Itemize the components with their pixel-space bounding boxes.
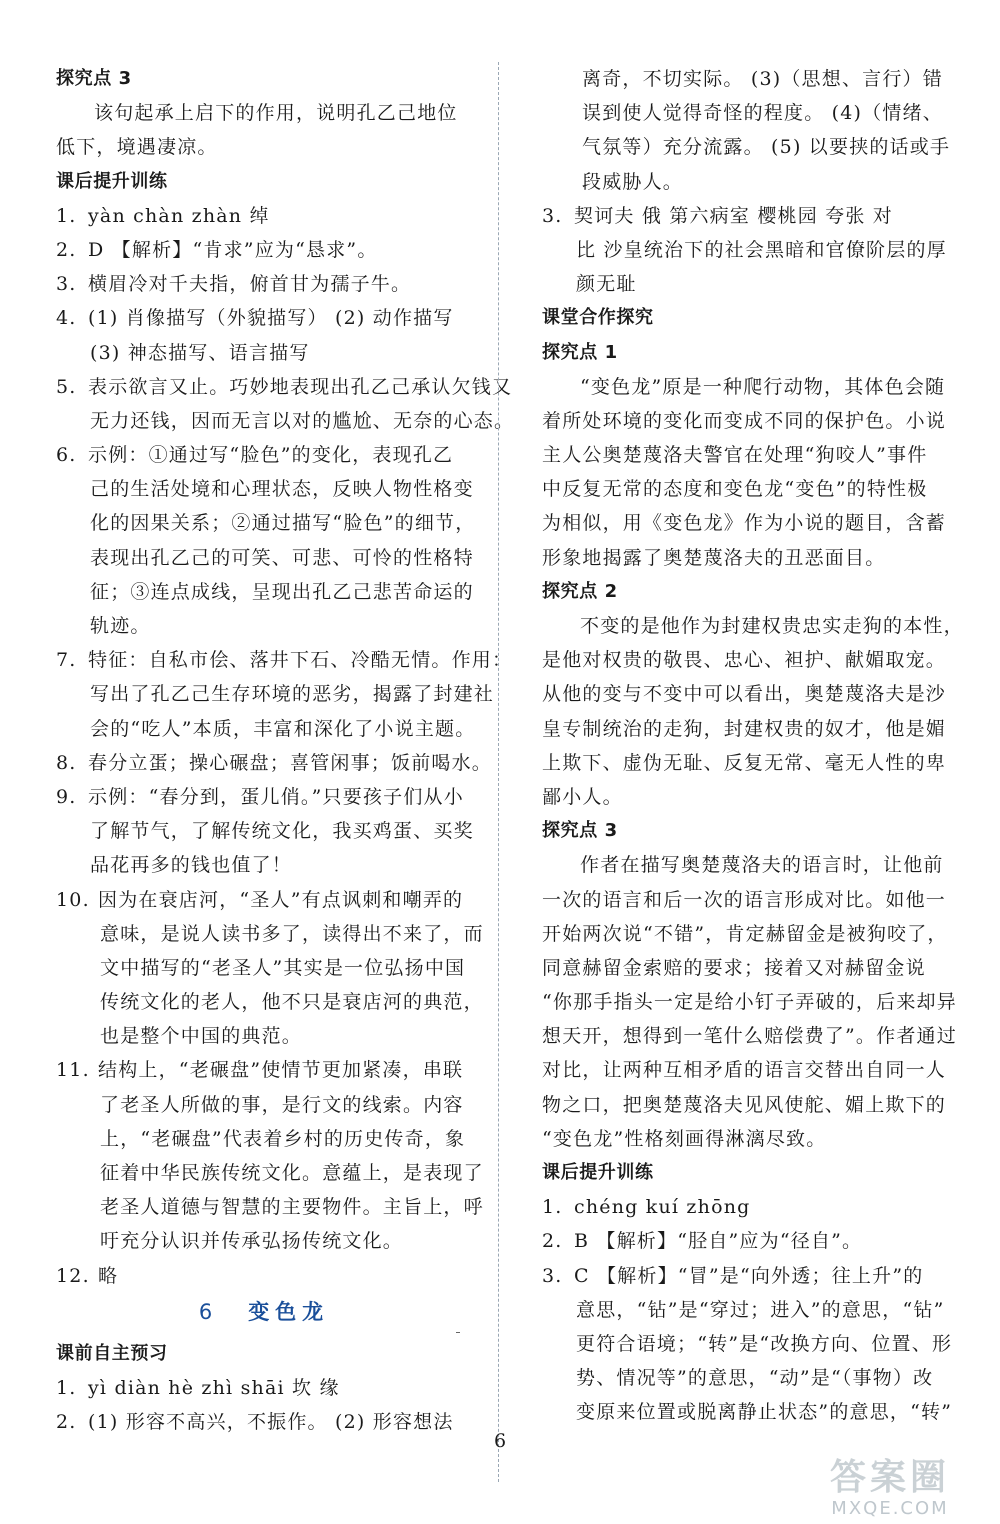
lesson-rule (456, 1332, 460, 1333)
text-line (56, 267, 472, 301)
watermark-url: MXQE.COM (831, 1498, 949, 1519)
text-line: 上，“老碾盘”代表着乡村的历史传奇，象 (100, 1127, 466, 1150)
item-text: 横眉冷对千夫指，俯首甘为孺子牛。 (88, 273, 412, 296)
section-heading: 探究点 1 (542, 341, 618, 363)
text-line: 势、情况等”的意思，“动”是“（事物）改 (576, 1367, 934, 1390)
item-number: 9. (56, 785, 77, 808)
text-line: 颜无耻 (576, 273, 637, 296)
text-line: 想天开，想得到一笔什么赔偿费了”。作者通过 (542, 1025, 957, 1048)
text-line: 主人公奥楚蔑洛夫警官在处理“狗咬人”事件 (542, 444, 928, 467)
text-line: 也是整个中国的典范。 (100, 1025, 303, 1048)
left-column (56, 62, 515, 1439)
text-line: 一次的语言和后一次的语言形成对比。如他一 (542, 888, 947, 911)
text-line (56, 643, 513, 677)
text-line: 从他的变与不变中可以看出，奥楚蔑洛夫是沙 (542, 683, 947, 706)
text-line: “变色龙”原是一种爬行动物，其体色会随 (580, 375, 946, 398)
text-line: 为相似，用《变色龙》作为小说的题目，含蓄 (542, 512, 947, 535)
lesson-name: 变色龙 (248, 1299, 330, 1324)
text-line: 物之口，把奥楚蔑洛夫见风使舵、媚上欺下的 (542, 1093, 947, 1116)
text-line: 同意赫留金索赔的要求；接着又对赫留金说 (542, 956, 926, 979)
text-line: 无力还钱，因而无言以对的尴尬、无奈的心态。 (90, 409, 515, 432)
text-line: 上欺下、虚伪无耻、反复无常、毫无人性的卑 (542, 751, 947, 774)
item-number: 3. (56, 273, 77, 296)
text-line: 作者在描写奥楚蔑洛夫的语言时，让他前 (580, 854, 944, 877)
text-line (56, 1259, 472, 1293)
watermark-logo (790, 1458, 990, 1524)
text-line: 不变的是他作为封建权贵忠实走狗的本性， (580, 615, 964, 637)
watermark-title: 答案圈 (829, 1457, 950, 1498)
item-number: 8. (56, 751, 77, 774)
text-line: 离奇，不切实际。 (3)（思想、言行）错 (582, 68, 943, 90)
right-column (542, 62, 964, 1430)
text-line: 品花再多的钱也值了！ (90, 854, 293, 877)
text-line: 征着中华民族传统文化。意蕴上，是表现了 (100, 1162, 484, 1184)
text-line: 鄙小人。 (542, 785, 623, 808)
text-line: 传统文化的老人，他不只是衰店河的典范， (100, 991, 484, 1014)
text-line: 开始两次说“不错”，肯定赫留金是被狗咬了， (542, 922, 948, 945)
text-line (56, 746, 493, 780)
text-line: “变色龙”性格刻画得淋漓尽致。 (542, 1127, 827, 1150)
text-line: 己的生活处境和心理状态，反映人物性格变 (90, 478, 474, 501)
text-line (56, 301, 472, 335)
text-line (56, 438, 472, 472)
item-text: yì diàn hè zhì shāi 坎 缘 (88, 1376, 340, 1399)
text-line (56, 1371, 472, 1405)
text-line: 对比，让两种互相矛盾的语言交替出自同一人 (542, 1059, 947, 1082)
item-number: 2. (542, 1230, 563, 1253)
text-line: 误到使人觉得奇怪的程度。 (4)（情绪、 (582, 102, 943, 125)
item-text: 因为在衰店河，“圣人”有点讽刺和嘲弄的 (98, 888, 464, 911)
section-heading: 课后提升训练 (542, 1162, 654, 1183)
item-text: 春分立蛋；操心碾盘；喜管闲事；饭前喝水。 (88, 751, 493, 774)
item-text: (1) 形容不高兴，不振作。 (2) 形容想法 (88, 1411, 454, 1434)
item-text: 特征：自私市侩、落井下石、冷酷无情。作用： (88, 649, 513, 672)
text-line: 老圣人道德与智慧的主要物件。主旨上，呼 (100, 1196, 484, 1219)
item-number: 4. (56, 307, 77, 330)
item-text: 结构上，“老碾盘”使情节更加紧凑，串联 (98, 1059, 464, 1082)
item-number: 10. (56, 888, 90, 911)
item-number: 11. (56, 1059, 90, 1082)
item-number: 12. (56, 1264, 90, 1287)
item-text: yàn chàn zhàn 绰 (88, 204, 270, 227)
text-line (542, 1224, 954, 1258)
text-line: 表现出孔乙己的可笑、可悲、可怜的性格特 (90, 546, 474, 569)
text-line (56, 199, 472, 233)
item-number: 1. (56, 1376, 77, 1399)
text-line: 比 沙皇统治下的社会黑暗和官僚阶层的厚 (576, 238, 947, 261)
item-number: 6. (56, 444, 77, 467)
text-line: 文中描写的“老圣人”其实是一位弘扬中国 (100, 956, 466, 979)
item-text: C 【解析】“冒”是“向外透；往上升”的 (574, 1264, 924, 1287)
item-text: D 【解析】“肯求”应为“恳求”。 (88, 238, 378, 261)
lesson-title (56, 1293, 472, 1337)
text-line: 轨迹。 (90, 615, 151, 637)
text-line: 着所处环境的变化而变成不同的保护色。小说 (542, 409, 947, 432)
text-line: 意思，“钻”是“穿过；进入”的意思，“钻” (576, 1298, 945, 1321)
column-divider (498, 62, 499, 1482)
item-text: 表示欲言又止。巧妙地表现出孔乙己承认欠钱又 (88, 375, 513, 398)
section-heading: 探究点 2 (542, 580, 618, 602)
item-number: 3. (542, 204, 563, 227)
page-number: 6 (493, 1430, 507, 1452)
item-number: 7. (56, 649, 77, 672)
text-line: 皇专制统治的走狗，封建权贵的奴才，他是媚 (542, 717, 947, 740)
text-line: 气氛等）充分流露。 (5) 以要挟的话或手 (582, 136, 951, 159)
item-number: 2. (56, 1411, 77, 1434)
item-number: 3. (542, 1264, 563, 1287)
item-text: (1) 肖像描写（外貌描写） (2) 动作描写 (88, 307, 454, 330)
text-line: 征；③连点成线，呈现出孔乙己悲苦命运的 (90, 580, 474, 603)
text-line: 变原来位置或脱离静止状态”的意思，“转” (576, 1401, 953, 1424)
text-line (542, 1190, 954, 1224)
text-line: 形象地揭露了奥楚蔑洛夫的丑恶面目。 (542, 546, 886, 569)
text-line: 该句起承上启下的作用，说明孔乙己地位 (94, 102, 458, 125)
text-line: 是他对权贵的敬畏、忠心、袒护、献媚取宠。 (542, 649, 947, 672)
item-number: 5. (56, 375, 77, 398)
text-line: 意味，是说人读书多了，读得出不来了，而 (100, 922, 484, 945)
section-heading: 课后提升训练 (56, 170, 168, 192)
text-line (56, 883, 472, 917)
text-line: 会的“吃人”本质，丰富和深化了小说主题。 (90, 717, 476, 740)
text-line: (3) 神态描写、语言描写 (90, 341, 310, 364)
item-text: 示例：“春分到，蛋儿俏。”只要孩子们从小 (88, 785, 464, 808)
text-line (56, 370, 513, 404)
item-text: chéng kuí zhōng (574, 1196, 751, 1219)
text-line: 低下，境遇凄凉。 (56, 136, 218, 159)
text-line (56, 233, 472, 267)
text-line: 吁充分认识并传承弘扬传统文化。 (100, 1230, 404, 1253)
text-line: 更符合语境；“转”是“改换方向、位置、形 (576, 1332, 953, 1355)
text-line: 化的因果关系；②通过描写“脸色”的细节， (90, 512, 476, 535)
text-line (542, 199, 954, 233)
text-line: 了解节气，了解传统文化，我买鸡蛋、买奖 (90, 820, 474, 843)
lesson-number: 6 (198, 1299, 219, 1324)
item-number: 2. (56, 238, 77, 261)
item-text: B 【解析】“胫自”应为“径自”。 (574, 1230, 863, 1253)
text-line (56, 780, 472, 814)
section-heading: 课前自主预习 (56, 1342, 168, 1364)
text-line (56, 1053, 472, 1087)
item-number: 1. (56, 204, 77, 227)
text-line (542, 1259, 954, 1293)
section-heading: 探究点 3 (542, 820, 618, 842)
text-line: 段威胁人。 (582, 170, 684, 193)
section-heading: 课堂合作探究 (542, 307, 654, 329)
text-line: “你那手指头一定是给小钉子弄破的，后来却异 (542, 991, 957, 1014)
text-line: 写出了孔乙己生存环境的恶劣，揭露了封建社 (90, 683, 495, 706)
text-line: 了老圣人所做的事，是行文的线索。内容 (100, 1093, 464, 1116)
item-text: 略 (98, 1264, 119, 1287)
item-number: 1. (542, 1196, 563, 1219)
item-text: 契诃夫 俄 第六病室 樱桃园 夸张 对 (574, 204, 893, 227)
item-text: 示例：①通过写“脸色”的变化，表现孔乙 (88, 444, 454, 467)
section-heading: 探究点 3 (56, 68, 132, 89)
text-line: 中反复无常的态度和变色龙“变色”的特性极 (542, 478, 928, 501)
